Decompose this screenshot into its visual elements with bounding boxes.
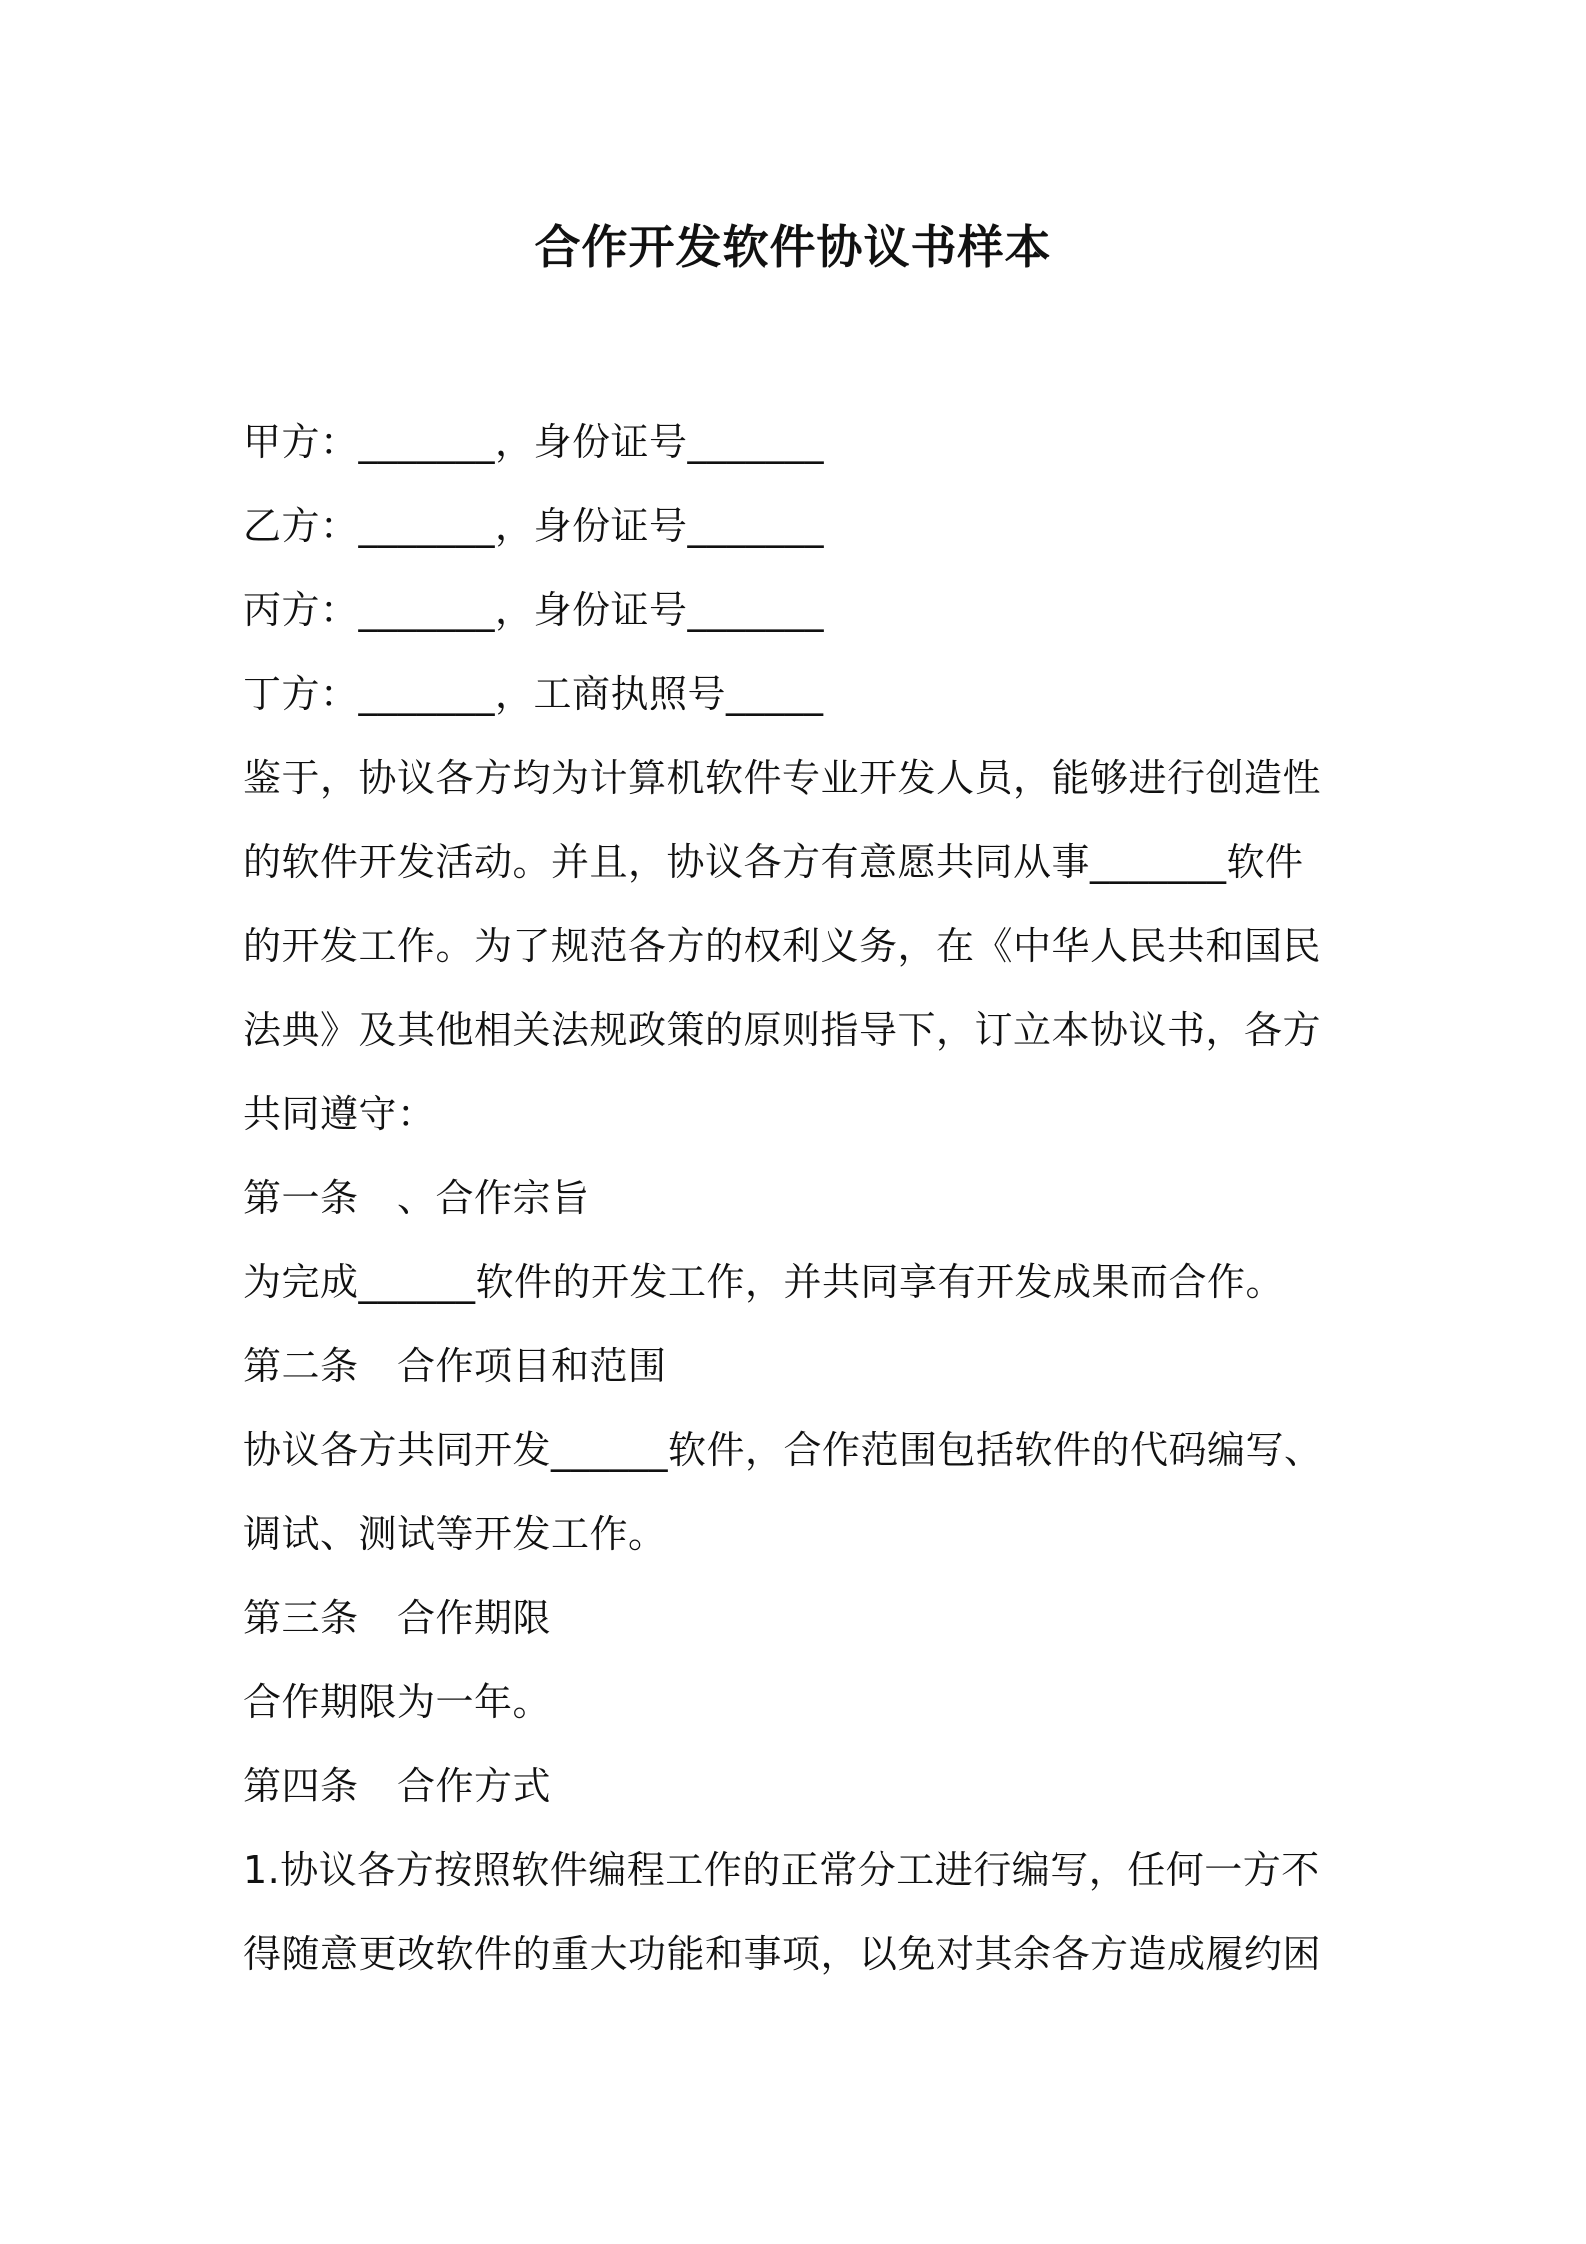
article-3-text: 合作期限为一年。 xyxy=(243,1680,552,1724)
preamble-line: 鉴于，协议各方均为计算机软件专业开发人员，能够进行创造性 xyxy=(243,756,1322,800)
article-1-text: 为完成______软件的开发工作，并共同享有开发成果而合作。 xyxy=(243,1260,1285,1304)
preamble-line: 的开发工作。为了规范各方的权利义务，在《中华人民共和国民 xyxy=(243,924,1322,968)
party-a-line: 甲方：_______，身份证号_______ xyxy=(243,420,825,464)
preamble-line: 的软件开发活动。并且，协议各方有意愿共同从事_______软件 xyxy=(243,840,1304,884)
article-2-text: 调试、测试等开发工作。 xyxy=(243,1512,667,1556)
article-3-heading: 第三条 合作期限 xyxy=(243,1596,552,1640)
party-b-line: 乙方：_______，身份证号_______ xyxy=(243,504,825,548)
preamble-line: 法典》及其他相关法规政策的原则指导下，订立本协议书，各方 xyxy=(243,1008,1322,1052)
party-c-line: 丙方：_______，身份证号_______ xyxy=(243,588,825,632)
article-2-heading: 第二条 合作项目和范围 xyxy=(243,1344,667,1388)
article-2-text: 协议各方共同开发______软件，合作范围包括软件的代码编写、 xyxy=(243,1428,1323,1472)
document-body xyxy=(243,400,1363,1996)
article-4-text: 得随意更改软件的重大功能和事项，以免对其余各方造成履约困 xyxy=(243,1932,1322,1976)
article-4-heading: 第四条 合作方式 xyxy=(243,1764,552,1808)
article-4-text: 1.协议各方按照软件编程工作的正常分工进行编写，任何一方不 xyxy=(243,1848,1320,1892)
document-title: 合作开发软件协议书样本 xyxy=(534,220,1052,274)
party-d-line: 丁方：_______，工商执照号_____ xyxy=(243,672,824,716)
article-1-heading: 第一条 、合作宗旨 xyxy=(243,1176,590,1220)
preamble-line: 共同遵守： xyxy=(243,1092,436,1136)
